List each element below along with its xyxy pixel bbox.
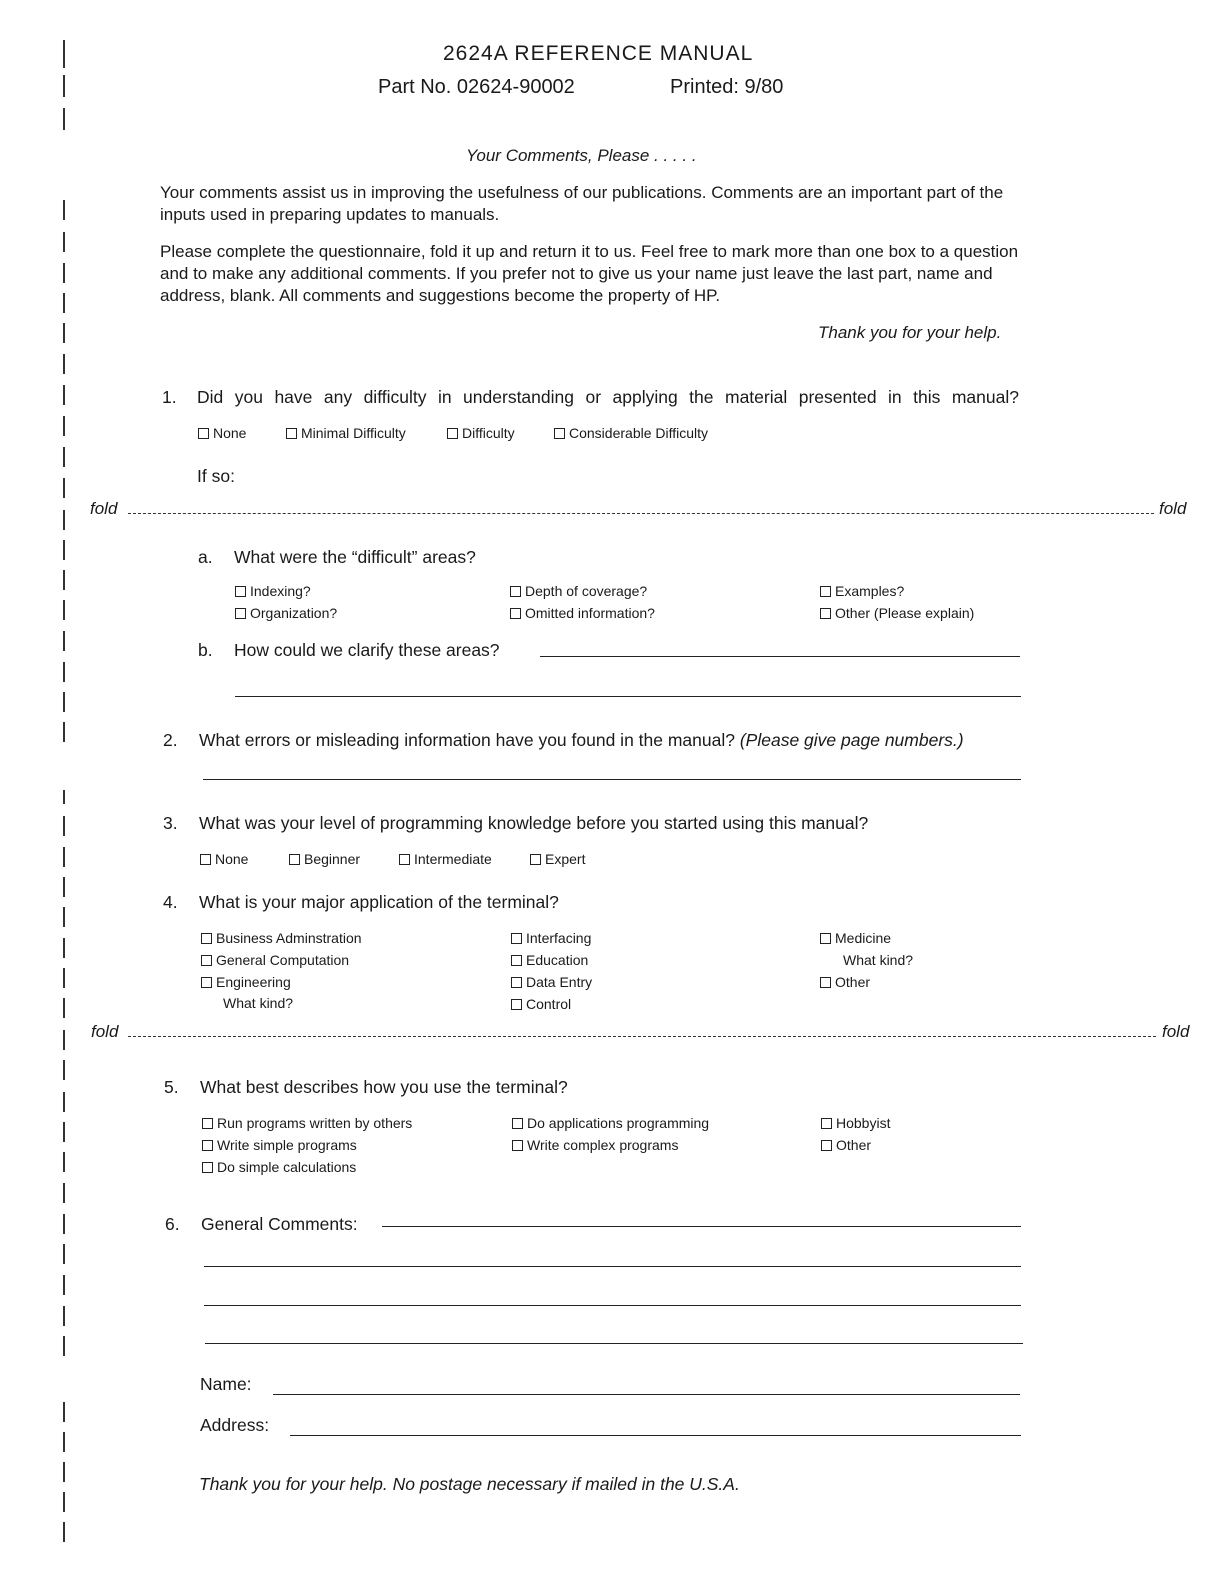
margin-tick bbox=[63, 938, 65, 958]
question-1-number: 1. bbox=[162, 387, 177, 407]
margin-tick bbox=[63, 200, 65, 220]
margin-tick bbox=[63, 1092, 65, 1112]
margin-tick bbox=[63, 1152, 65, 1172]
margin-tick bbox=[63, 1183, 65, 1203]
comments-line[interactable] bbox=[204, 1266, 1021, 1267]
fold-label-right: fold bbox=[1159, 499, 1187, 518]
q4-engineering[interactable]: Engineering bbox=[201, 974, 291, 990]
q3-option-expert[interactable]: Expert bbox=[530, 851, 585, 867]
checkbox[interactable] bbox=[820, 933, 831, 944]
q1a-examples[interactable]: Examples? bbox=[820, 583, 904, 599]
margin-tick bbox=[63, 1275, 65, 1295]
margin-tick bbox=[63, 631, 65, 651]
intro-paragraph-1: Your comments assist us in improving the usefulness of our publications. Comments are an important part of the inputs used in preparing updates to manuals. bbox=[160, 183, 1004, 224]
q1a-omitted[interactable]: Omitted information? bbox=[510, 605, 655, 621]
margin-tick bbox=[63, 385, 65, 405]
checkbox[interactable] bbox=[512, 1118, 523, 1129]
q3-option-beginner[interactable]: Beginner bbox=[289, 851, 360, 867]
checkbox[interactable] bbox=[511, 999, 522, 1010]
checkbox[interactable] bbox=[510, 586, 521, 597]
q1b-answer-line[interactable] bbox=[540, 656, 1020, 657]
q1b-text: How could we clarify these areas? bbox=[234, 640, 500, 660]
q4-general-computation[interactable]: General Computation bbox=[201, 952, 349, 968]
margin-tick bbox=[63, 600, 65, 620]
question-4-number: 4. bbox=[163, 892, 178, 912]
name-field[interactable] bbox=[273, 1394, 1020, 1395]
margin-tick bbox=[63, 1336, 65, 1356]
margin-tick bbox=[63, 877, 65, 897]
margin-tick bbox=[63, 1122, 65, 1142]
q1a-label: a. bbox=[198, 547, 213, 567]
q4-interfacing[interactable]: Interfacing bbox=[511, 930, 591, 946]
margin-tick bbox=[63, 1306, 65, 1326]
q4-medicine[interactable]: Medicine bbox=[820, 930, 891, 946]
fold-line bbox=[128, 1036, 1156, 1037]
margin-tick bbox=[63, 108, 65, 130]
q1a-organization[interactable]: Organization? bbox=[235, 605, 337, 621]
checkbox[interactable] bbox=[202, 1118, 213, 1129]
checkbox[interactable] bbox=[201, 933, 212, 944]
checkbox[interactable] bbox=[399, 854, 410, 865]
margin-tick bbox=[63, 1214, 65, 1234]
q4-education[interactable]: Education bbox=[511, 952, 588, 968]
q5-write-simple[interactable]: Write simple programs bbox=[202, 1137, 357, 1153]
checkbox[interactable] bbox=[530, 854, 541, 865]
margin-tick bbox=[63, 1244, 65, 1264]
footer-note: Thank you for your help. No postage necessary if mailed in the U.S.A. bbox=[199, 1474, 740, 1494]
margin-tick bbox=[63, 570, 65, 590]
intro-paragraph-2: Please complete the questionnaire, fold it up and return it to us. Feel free to mark more than one box to a question and to make any additional comments. If you prefer not to give us your name just leave the last part, name and address, blank. All comments and suggestions become the property of HP. bbox=[160, 242, 1019, 305]
margin-tick bbox=[63, 1462, 65, 1482]
margin-tick bbox=[63, 998, 65, 1018]
q4-other[interactable]: Other bbox=[820, 974, 870, 990]
if-so-label: If so: bbox=[197, 466, 235, 486]
margin-tick bbox=[63, 323, 65, 343]
checkbox[interactable] bbox=[198, 428, 209, 439]
q4-business[interactable]: Business Adminstration bbox=[201, 930, 362, 946]
printed-date: Printed: 9/80 bbox=[670, 76, 784, 98]
margin-tick bbox=[63, 1402, 65, 1422]
q1a-text: What were the “difficult” areas? bbox=[234, 547, 476, 567]
margin-tick bbox=[63, 540, 65, 560]
checkbox[interactable] bbox=[201, 955, 212, 966]
checkbox[interactable] bbox=[821, 1118, 832, 1129]
q1-option-considerable[interactable]: Considerable Difficulty bbox=[554, 425, 708, 441]
margin-tick bbox=[63, 447, 65, 467]
q1b-label: b. bbox=[198, 640, 213, 660]
manual-title: 2624A REFERENCE MANUAL bbox=[443, 42, 754, 65]
q1-option-minimal[interactable]: Minimal Difficulty bbox=[286, 425, 406, 441]
margin-tick bbox=[63, 263, 65, 283]
checkbox[interactable] bbox=[200, 854, 211, 865]
margin-tick bbox=[63, 816, 65, 836]
checkbox[interactable] bbox=[511, 977, 522, 988]
comments-line[interactable] bbox=[204, 1305, 1021, 1306]
comments-heading: Your Comments, Please . . . . . bbox=[466, 146, 697, 165]
q5-hobbyist[interactable]: Hobbyist bbox=[821, 1115, 890, 1131]
q5-run-programs[interactable]: Run programs written by others bbox=[202, 1115, 412, 1131]
q1-option-none[interactable]: None bbox=[198, 425, 246, 441]
question-1-text: Did you have any difficulty in understanding or applying the material presented in this manual? bbox=[197, 387, 1019, 407]
q1a-indexing[interactable]: Indexing? bbox=[235, 583, 311, 599]
comments-line[interactable] bbox=[205, 1343, 1023, 1344]
margin-tick bbox=[63, 75, 65, 97]
checkbox[interactable] bbox=[286, 428, 297, 439]
name-label: Name: bbox=[200, 1374, 252, 1394]
checkbox[interactable] bbox=[820, 608, 831, 619]
margin-tick bbox=[63, 722, 65, 742]
q1b-answer-line[interactable] bbox=[235, 696, 1021, 697]
checkbox[interactable] bbox=[202, 1162, 213, 1173]
checkbox[interactable] bbox=[510, 608, 521, 619]
margin-tick bbox=[63, 293, 65, 313]
question-2-number: 2. bbox=[163, 730, 178, 750]
q3-option-none[interactable]: None bbox=[200, 851, 248, 867]
margin-tick bbox=[63, 1492, 65, 1512]
question-5-number: 5. bbox=[164, 1077, 179, 1097]
margin-tick bbox=[63, 416, 65, 436]
q2-answer-line[interactable] bbox=[203, 779, 1021, 780]
checkbox[interactable] bbox=[554, 428, 565, 439]
q4-control[interactable]: Control bbox=[511, 996, 571, 1012]
checkbox[interactable] bbox=[512, 1140, 523, 1151]
q5-other[interactable]: Other bbox=[821, 1137, 871, 1153]
question-4-text: What is your major application of the terminal? bbox=[199, 892, 559, 912]
margin-tick bbox=[63, 40, 65, 68]
margin-tick bbox=[63, 354, 65, 374]
fold-line bbox=[128, 513, 1154, 514]
checkbox[interactable] bbox=[511, 933, 522, 944]
q1-option-difficulty[interactable]: Difficulty bbox=[447, 425, 515, 441]
margin-tick bbox=[63, 790, 65, 804]
margin-tick bbox=[63, 1030, 65, 1050]
checkbox[interactable] bbox=[820, 586, 831, 597]
margin-tick bbox=[63, 907, 65, 927]
question-5-text: What best describes how you use the terminal? bbox=[200, 1077, 568, 1097]
checkbox[interactable] bbox=[201, 977, 212, 988]
q4-data-entry[interactable]: Data Entry bbox=[511, 974, 592, 990]
checkbox[interactable] bbox=[289, 854, 300, 865]
q1a-other[interactable]: Other (Please explain) bbox=[820, 605, 974, 621]
margin-tick bbox=[63, 510, 65, 530]
question-6-number: 6. bbox=[165, 1214, 180, 1234]
checkbox[interactable] bbox=[235, 608, 246, 619]
q1a-depth[interactable]: Depth of coverage? bbox=[510, 583, 647, 599]
checkbox[interactable] bbox=[821, 1140, 832, 1151]
address-label: Address: bbox=[200, 1415, 270, 1435]
q5-simple-calculations[interactable]: Do simple calculations bbox=[202, 1159, 356, 1175]
question-2-text: What errors or misleading information have you found in the manual? (Please give page numbers.) bbox=[199, 730, 964, 750]
checkbox[interactable] bbox=[235, 586, 246, 597]
checkbox[interactable] bbox=[447, 428, 458, 439]
margin-tick bbox=[63, 662, 65, 682]
margin-tick bbox=[63, 1432, 65, 1452]
q5-write-complex[interactable]: Write complex programs bbox=[512, 1137, 678, 1153]
q4-medicine-what-kind: What kind? bbox=[843, 952, 914, 968]
question-2-note: (Please give page numbers.) bbox=[739, 730, 964, 750]
part-number: Part No. 02624-90002 bbox=[378, 76, 575, 98]
q4-engineering-what-kind: What kind? bbox=[223, 995, 294, 1011]
margin-tick bbox=[63, 478, 65, 498]
fold-label-left: fold bbox=[90, 499, 118, 518]
margin-tick bbox=[63, 968, 65, 988]
margin-tick bbox=[63, 1522, 65, 1542]
question-3-number: 3. bbox=[163, 813, 178, 833]
fold-label-left: fold bbox=[91, 1022, 119, 1041]
address-field[interactable] bbox=[290, 1435, 1021, 1436]
margin-tick bbox=[63, 847, 65, 867]
checkbox[interactable] bbox=[820, 977, 831, 988]
q5-applications-programming[interactable]: Do applications programming bbox=[512, 1115, 709, 1131]
thank-you-note: Thank you for your help. bbox=[818, 323, 1002, 342]
question-6-text: General Comments: bbox=[201, 1214, 358, 1234]
checkbox[interactable] bbox=[511, 955, 522, 966]
margin-tick bbox=[63, 232, 65, 252]
fold-label-right: fold bbox=[1162, 1022, 1190, 1041]
margin-tick bbox=[63, 692, 65, 712]
comments-line[interactable] bbox=[382, 1226, 1021, 1227]
q3-option-intermediate[interactable]: Intermediate bbox=[399, 851, 492, 867]
margin-tick bbox=[63, 1060, 65, 1080]
checkbox[interactable] bbox=[202, 1140, 213, 1151]
question-3-text: What was your level of programming knowledge before you started using this manual? bbox=[199, 813, 869, 833]
